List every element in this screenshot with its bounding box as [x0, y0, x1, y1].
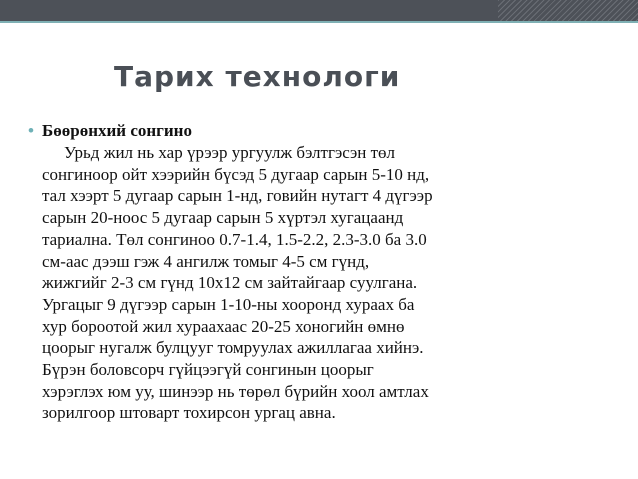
slide-content — [28, 120, 612, 424]
top-bar — [0, 0, 638, 21]
body-line: сарын 20-ноос 5 дугаар сарын 5 хүртэл хугацаанд — [42, 208, 404, 228]
body-line: жижгийг 2-3 см гүнд 10х12 см зайтайгаар суулгана. — [42, 273, 418, 293]
body-line: хэрэглэх юм уу, шинээр нь төрөл бүрийн хоол амтлах — [42, 381, 429, 401]
body-line: Урьд жил нь хар үрээр ургуулж бэлтгэсэн төл — [64, 143, 396, 162]
bullet-heading: Бөөрөнхий сонгино — [42, 121, 192, 140]
bullet-body — [42, 142, 612, 424]
body-line: хур бороотой жил хураахаас 20-25 хоногийн өмнө — [42, 316, 405, 336]
accent-line — [0, 21, 638, 23]
body-line: сонгиноор ойт хээрийн бүсэд 5 дугаар сарын 5-10 нд, — [42, 164, 430, 184]
bullet-item — [28, 120, 612, 141]
body-line: см-аас дээш гэж 4 ангилж томыг 4-5 см гүнд, — [42, 251, 370, 271]
bullet-dot-icon: • — [28, 121, 34, 140]
top-bar-hatch-pattern — [498, 0, 638, 21]
body-line: Ургацыг 9 дүгээр сарын 1-10-ны хооронд хураах ба — [42, 294, 415, 314]
body-line: цоорыг нугалж булцууг томруулах ажиллагаа хийнэ. — [42, 338, 424, 358]
slide-title: Тарих технологи — [114, 60, 401, 93]
body-line: тал хээрт 5 дугаар сарын 1-нд, говийн нутагт 4 дүгээр — [42, 186, 433, 206]
body-line: тариална. Төл сонгиноо 0.7-1.4, 1.5-2.2, 2.3-3.0 ба 3.0 — [42, 229, 427, 249]
body-line: Бүрэн боловсорч гүйцээгүй сонгинын цоорыг — [42, 360, 374, 380]
body-line: зорилгоор штоварт тохирсон ургац авна. — [42, 403, 336, 423]
